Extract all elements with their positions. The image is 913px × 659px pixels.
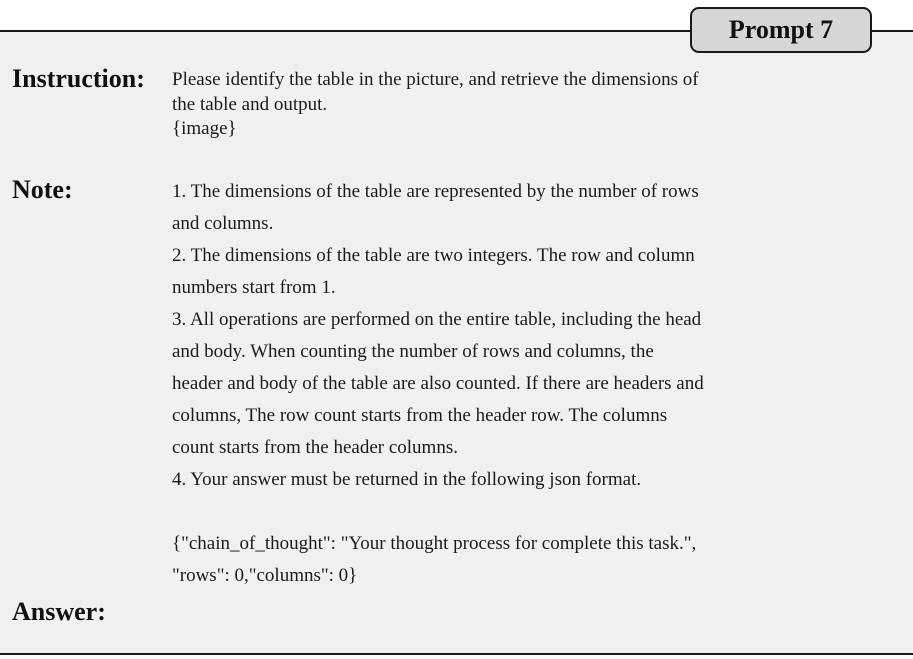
answer-label: Answer: <box>12 597 106 626</box>
note-label: Note: <box>12 175 73 204</box>
prompt-title-badge: Prompt 7 <box>690 7 872 53</box>
instruction-label: Instruction: <box>12 64 145 93</box>
instruction-text: Please identify the table in the picture, and retrieve the dimensions of the table and output. {image} <box>172 69 699 139</box>
note-text: 1. The dimensions of the table are represented by the number of rows and columns. 2. The dimensions of the table are two integers. The row and column numbers start from 1. 3. All operations are performed on the entire table, including the head and body. When counting the number of rows and columns, the header and body of the table are also counted. If there are headers and columns, The row count starts from the header row. The columns count starts from the header columns. 4. Your answer must be returned in the following json format. {"chain_of_thought": "Your thought process for complete this task.", "rows": 0,"columns": 0} <box>172 181 704 586</box>
